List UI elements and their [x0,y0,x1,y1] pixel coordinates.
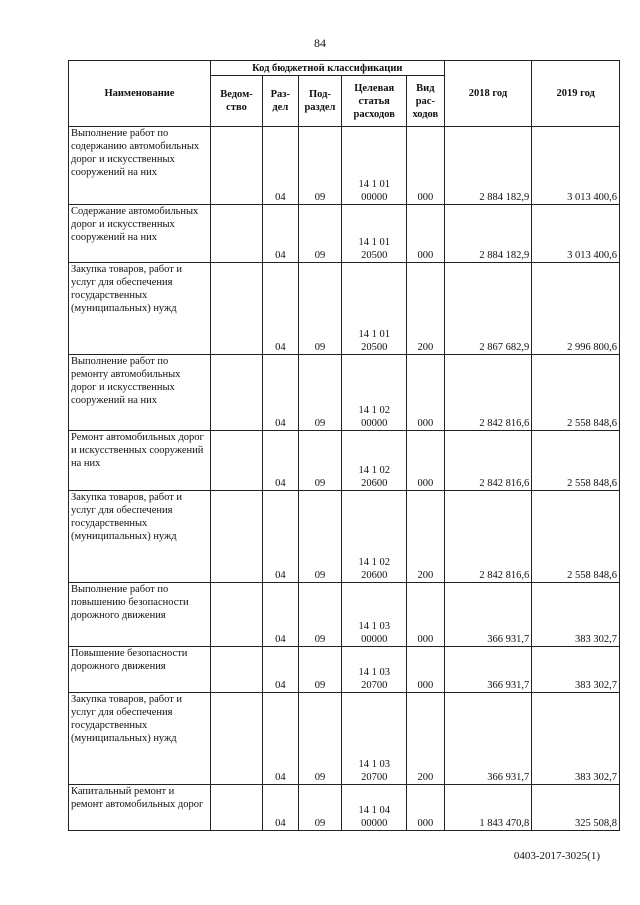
header-vid: Вид рас-ходов [407,76,445,127]
document-code: 0403-2017-3025(1) [513,850,600,862]
row-podrazdel: 09 [298,127,342,205]
table-row [69,491,620,583]
row-podrazdel: 09 [298,785,342,831]
row-ved [210,127,262,205]
row-csr: 14 1 01 00000 [342,127,407,205]
row-podrazdel: 09 [298,431,342,491]
header-podrazdel: Под-раздел [298,76,342,127]
row-2018: 2 884 182,9 [444,127,532,205]
row-razdel: 04 [263,647,298,693]
row-2019: 2 558 848,6 [532,491,620,583]
row-csr: 14 1 01 20500 [342,205,407,263]
table-row [69,205,620,263]
row-csr: 14 1 02 00000 [342,355,407,431]
budget-table [68,60,620,831]
row-2019: 2 558 848,6 [532,355,620,431]
row-ved [210,647,262,693]
row-name: Выполнение работ по содержанию автомобильных дорог и искусственных сооружений на них [69,127,211,205]
row-2019: 383 302,7 [532,583,620,647]
header-2019: 2019 год [532,61,620,127]
row-ved [210,785,262,831]
row-2018: 1 843 470,8 [444,785,532,831]
table-row [69,355,620,431]
row-name: Выполнение работ по повышению безопасности дорожного движения [69,583,211,647]
row-razdel: 04 [263,205,298,263]
row-razdel: 04 [263,491,298,583]
table-row [69,263,620,355]
row-csr: 14 1 01 20500 [342,263,407,355]
row-podrazdel: 09 [298,491,342,583]
table-row [69,583,620,647]
row-vid: 000 [407,647,445,693]
row-ved [210,693,262,785]
row-2019: 2 558 848,6 [532,431,620,491]
row-2018: 366 931,7 [444,583,532,647]
row-vid: 200 [407,491,445,583]
row-vid: 000 [407,355,445,431]
row-vid: 200 [407,263,445,355]
row-name: Содержание автомобильных дорог и искусственных сооружений на них [69,205,211,263]
row-2018: 2 867 682,9 [444,263,532,355]
row-2019: 383 302,7 [532,647,620,693]
row-csr: 14 1 03 20700 [342,693,407,785]
page-number: 84 [314,36,326,50]
row-razdel: 04 [263,355,298,431]
row-2019: 2 996 800,6 [532,263,620,355]
row-razdel: 04 [263,127,298,205]
row-name: Повышение безопасности дорожного движения [69,647,211,693]
row-2018: 366 931,7 [444,647,532,693]
row-name: Закупка товаров, работ и услуг для обеспечения государственных (муниципальных) нужд [69,491,211,583]
row-name: Выполнение работ по ремонту автомобильных дорог и искусственных сооружений на них [69,355,211,431]
row-podrazdel: 09 [298,263,342,355]
row-razdel: 04 [263,785,298,831]
row-2019: 325 508,8 [532,785,620,831]
table-row [69,431,620,491]
row-2018: 2 842 816,6 [444,355,532,431]
row-name: Закупка товаров, работ и услуг для обеспечения государственных (муниципальных) нужд [69,263,211,355]
row-csr: 14 1 04 00000 [342,785,407,831]
row-name: Капитальный ремонт и ремонт автомобильных дорог [69,785,211,831]
row-csr: 14 1 03 20700 [342,647,407,693]
row-ved [210,583,262,647]
row-podrazdel: 09 [298,583,342,647]
table-row [69,127,620,205]
row-2018: 2 884 182,9 [444,205,532,263]
header-csr: Целевая статья расходов [342,76,407,127]
row-podrazdel: 09 [298,355,342,431]
row-razdel: 04 [263,583,298,647]
row-podrazdel: 09 [298,647,342,693]
row-2018: 366 931,7 [444,693,532,785]
row-2019: 383 302,7 [532,693,620,785]
row-podrazdel: 09 [298,205,342,263]
row-csr: 14 1 02 20600 [342,431,407,491]
row-razdel: 04 [263,431,298,491]
row-vid: 000 [407,583,445,647]
row-csr: 14 1 03 00000 [342,583,407,647]
row-razdel: 04 [263,693,298,785]
header-group: Код бюджетной классификации [210,61,444,76]
row-vid: 000 [407,127,445,205]
table-row [69,647,620,693]
row-csr: 14 1 02 20600 [342,491,407,583]
table-row [69,693,620,785]
row-vid: 000 [407,785,445,831]
row-vid: 000 [407,205,445,263]
table-row [69,785,620,831]
row-ved [210,355,262,431]
row-name: Ремонт автомобильных дорог и искусственных сооружений на них [69,431,211,491]
header-ved: Ведом-ство [210,76,262,127]
row-name: Закупка товаров, работ и услуг для обеспечения государственных (муниципальных) нужд [69,693,211,785]
row-podrazdel: 09 [298,693,342,785]
header-2018: 2018 год [444,61,532,127]
row-razdel: 04 [263,263,298,355]
row-ved [210,431,262,491]
row-vid: 000 [407,431,445,491]
row-ved [210,491,262,583]
row-2018: 2 842 816,6 [444,491,532,583]
row-2018: 2 842 816,6 [444,431,532,491]
row-2019: 3 013 400,6 [532,205,620,263]
header-razdel: Раз-дел [263,76,298,127]
header-name: Наименование [69,61,211,127]
row-2019: 3 013 400,6 [532,127,620,205]
row-ved [210,263,262,355]
row-ved [210,205,262,263]
row-vid: 200 [407,693,445,785]
